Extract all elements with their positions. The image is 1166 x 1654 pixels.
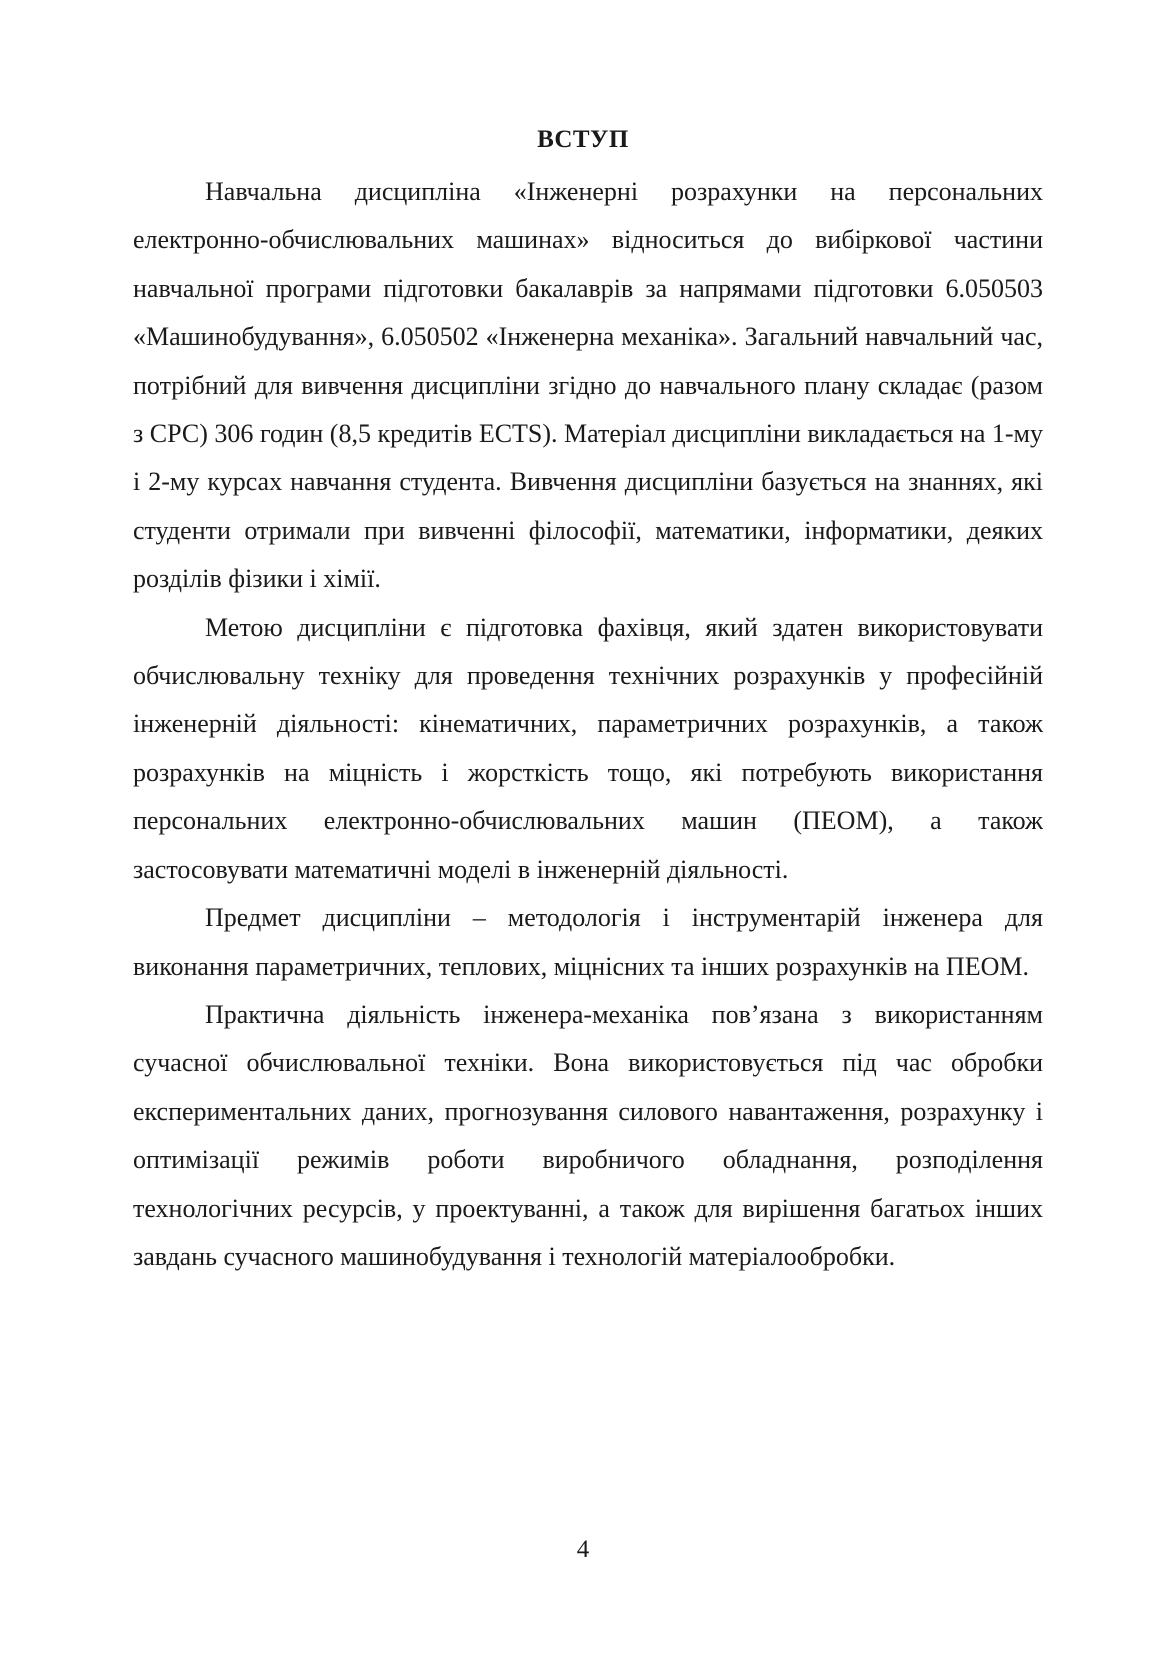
paragraph-3: Предмет дисципліни – методологія і інструментарій інженера для виконання параметричних, теплових, міцнісних та інших розрахунків на ПЕОМ. (133, 903, 1043, 981)
paragraph-1: Навчальна дисципліна «Інженерні розрахунки на персональних електронно-обчислювальних машинах» відноситься до вибіркової частини навчальної програми підготовки бакалаврів за напрямами підготовки 6.050503 «Машинобудування», 6.050502 «Інженерна механіка». Загальний навчальний час, потрібний для вивчення дисципліни згідно до навчального плану складає (разом з СРС) 306 годин (8,5 кредитів ECTS). Матеріал дисципліни викладається на 1-му і 2-му курсах навчання студента. Вивчення дисципліни базується на знаннях, які студенти отримали при вивченні філософії, математики, інформатики, деяких розділів фізики і хімії. (133, 177, 1043, 594)
paragraph-4: Практична діяльність інженера-механіка пов’язана з використанням сучасної обчислювальної техніки. Вона використовується під час обробки експериментальних даних, прогнозування силового навантаження, розрахунку і оптимізації режимів роботи виробничого обладнання, розподілення технологічних ресурсів, у проектуванні, а також для вирішення багатьох інших завдань сучасного машинобудування і технологій матеріалообробки. (133, 999, 1043, 1271)
paragraph-2: Метою дисципліни є підготовка фахівця, який здатен використовувати обчислювальну техніку для проведення технічних розрахунків у професійній інженерній діяльності: кінематичних, параметричних розрахунків, а також розрахунків на міцність і жорсткість тощо, які потребують використання персональних електронно-обчислювальних машин (ПЕОМ), а також застосовувати математичні моделі в інженерній діяльності. (133, 612, 1043, 884)
page-number: 4 (576, 1536, 590, 1563)
document-body (133, 168, 1043, 1281)
page-title: ВСТУП (537, 126, 629, 153)
